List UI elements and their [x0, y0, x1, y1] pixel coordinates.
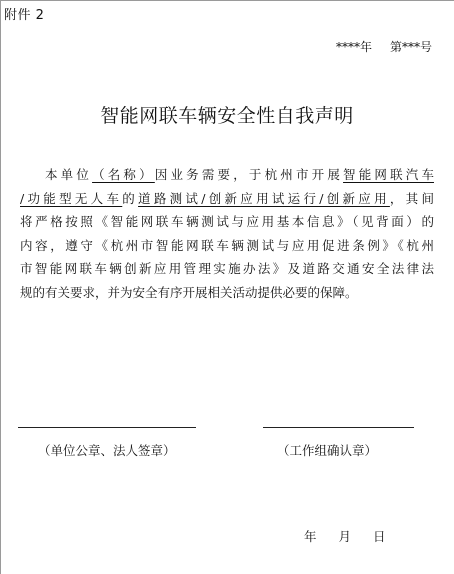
body-line-2: [20, 187, 434, 211]
body-line-5: 市智能网联车辆创新应用管理实施办法》及道路交通安全法律法: [20, 261, 434, 276]
date-month: 月: [338, 529, 352, 544]
unit-seal-caption: （单位公章、法人签章）: [38, 443, 176, 458]
body-line-3: 将严格按照《智能网联车辆测试与应用基本信息》（见背面）的: [20, 214, 434, 229]
date-line: [304, 527, 408, 545]
workgroup-signature-line: [263, 427, 414, 428]
body-line-1: [20, 163, 434, 187]
company-name-field: （名称）: [92, 167, 155, 182]
page-border-top: [0, 0, 454, 1]
vehicle-type-field: 智能网联汽车: [343, 167, 434, 182]
body-text-segment: ，其间: [389, 190, 434, 206]
body-text-segment: 本单位: [45, 167, 93, 182]
body-line-6: 规的有关要求，并为安全有序开展相关活动提供必要的保障。: [20, 284, 358, 300]
declaration-body: [20, 163, 434, 304]
vehicle-type-field-cont: /功能型无人车: [20, 190, 123, 206]
date-day: 日: [373, 529, 386, 544]
body-text-segment: 的: [122, 190, 139, 206]
document-number-year: ****年: [335, 40, 372, 54]
document-number-no: 第***号: [389, 40, 432, 54]
page-border-left: [0, 0, 1, 574]
body-line-4: 内容，遵守《杭州市智能网联车辆测试与应用促进条例》《杭州: [20, 237, 434, 253]
attachment-label: 附件 2: [4, 8, 45, 23]
body-text-segment: 因业务需要，于杭州市开展: [154, 167, 344, 182]
activity-type-field: 道路测试/创新应用试运行/创新应用: [138, 190, 390, 206]
document-number: [336, 38, 432, 55]
page-title: 智能网联车辆安全性自我声明: [100, 105, 354, 127]
workgroup-seal-caption: （工作组确认章）: [277, 443, 378, 458]
unit-signature-line: [18, 427, 196, 428]
date-year: 年: [304, 529, 317, 544]
